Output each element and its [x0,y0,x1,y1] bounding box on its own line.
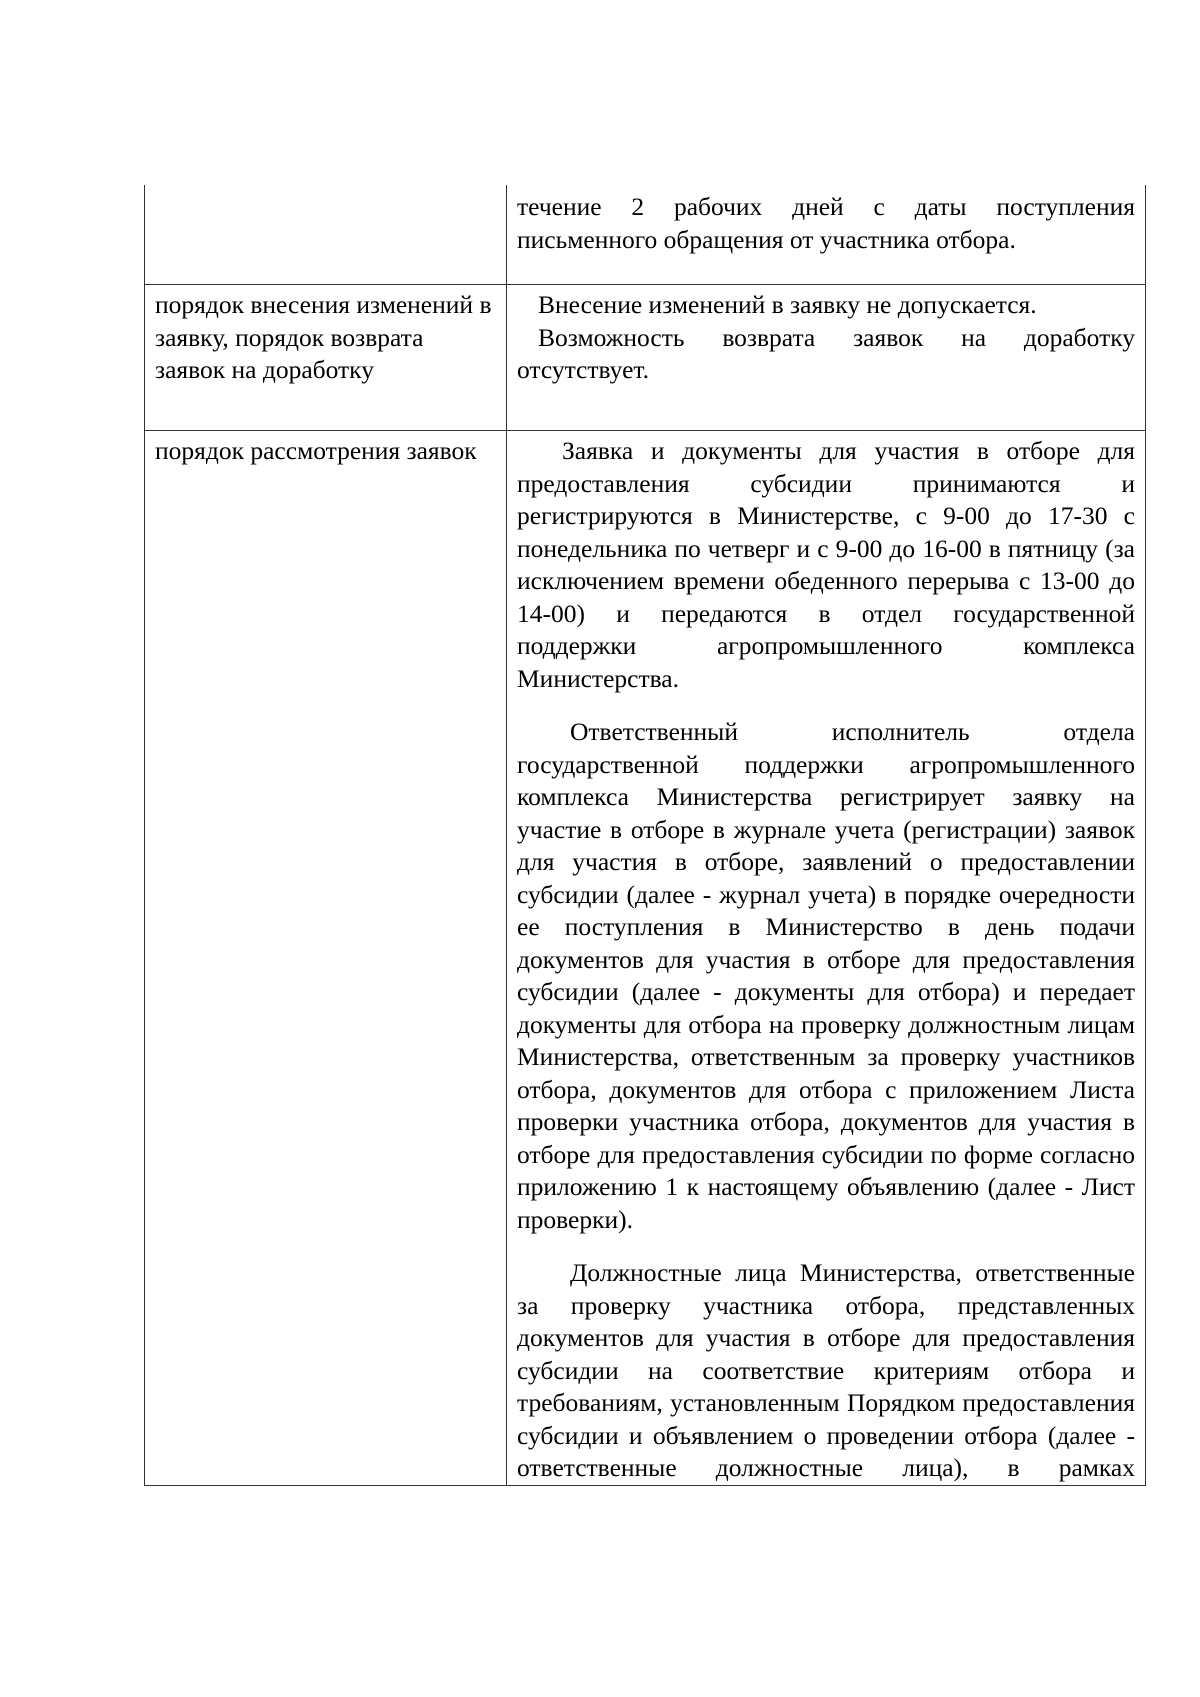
row-content-cell [507,285,1146,431]
row-label-cell [145,185,507,285]
row-label: порядок внесения изменений в заявку, порядок возврата заявок на доработку [155,290,492,384]
row-content-cell [507,431,1146,1486]
row-label: порядок рассмотрения заявок [155,436,477,465]
paragraph: Возможность возврата заявок на доработку отсутствует. [517,322,1135,384]
row-label-cell [145,285,507,431]
paragraph: Ответственный исполнитель отдела государственной поддержки агропромышленного комплекса Министерства регистрирует заявку на участие в отборе в журнале учета (регистрации) заявок для участия в отборе, заявлений о предоставлении субсидии (далее - журнал учета) в порядке очередности ее поступления в Министерство в день подачи документов для участия в отборе для предоставления субсидии (далее - документы для отбора) и передает документы для отбора на проверку должностным лицам Министерства, ответственным за проверку участников отбора, документов для отбора с приложением Листа проверки участника отбора, документов для участия в отборе для предоставления субсидии по форме согласно приложению 1 к настоящему объявлению (далее - Лист проверки). [517,717,1135,1234]
table-row [145,285,1146,431]
paragraph: течение 2 рабочих дней с даты поступления письменного обращения от участника отбора. [517,192,1135,254]
row-label-cell [145,431,507,1486]
paragraph: Внесение изменений в заявку не допускается. [538,290,1037,319]
document-table [144,185,1146,1486]
table-row [145,185,1146,285]
row-content-cell [507,185,1146,285]
paragraph: Заявка и документы для участия в отборе для предоставления субсидии принимаются и регистрируются в Министерстве, с 9-00 до 17-30 с понедельника по четверг и с 9-00 до 16-00 в пятницу (за исключением времени обеденного перерыва с 13-00 до 14-00) и передаются в отдел государственной поддержки агропромышленного комплекса Министерства. [517,436,1135,693]
paragraph: Должностные лица Министерства, ответственные за проверку участника отбора, представленных документов для участия в отборе для предоставления субсидии на соответствие критериям отбора и требованиям, установленным Порядком предоставления субсидии и объявлением о проведении отбора (далее - ответственные должностные лица), в рамках [517,1258,1135,1482]
table-row [145,431,1146,1486]
